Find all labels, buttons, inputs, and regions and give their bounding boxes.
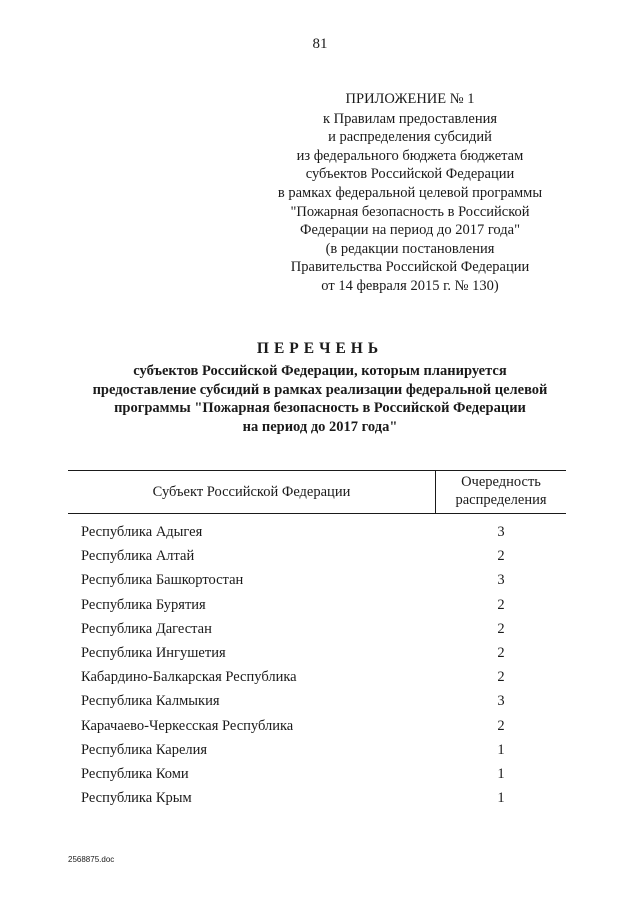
subtitle-line: субъектов Российской Федерации, которым планируется [133, 363, 507, 379]
row-subject: Кабардино-Балкарская Республика [81, 669, 297, 686]
appendix-line: к Правилам предоставления [322, 110, 498, 127]
appendix-heading: ПРИЛОЖЕНИЕ № 1 [345, 91, 475, 107]
document-title: ПЕРЕЧЕНЬ [256, 340, 384, 357]
document-subtitle [60, 362, 580, 436]
row-order: 3 [497, 572, 505, 589]
header-order-line: распределения [455, 491, 547, 508]
table-row [68, 570, 566, 594]
row-order: 2 [497, 717, 505, 734]
subtitle-line: на период до 2017 года" [242, 418, 398, 435]
row-order: 2 [497, 620, 505, 637]
row-order: 1 [497, 790, 505, 807]
table-row [68, 522, 566, 546]
row-subject: Республика Бурятия [81, 596, 206, 613]
table-row [68, 643, 566, 667]
subtitle-line: предоставление субсидий в рамках реализации федеральной целевой [92, 381, 548, 398]
table-body [68, 522, 566, 812]
table-header [68, 470, 566, 514]
row-subject: Республика Алтай [81, 548, 195, 565]
appendix-line: Федерации на период до 2017 года" [300, 222, 520, 239]
table-row [68, 667, 566, 691]
row-subject: Карачаево-Черкесская Республика [81, 717, 294, 734]
row-subject: Республика Ингушетия [81, 644, 226, 661]
table-row [68, 546, 566, 570]
subjects-table [68, 470, 566, 807]
table-row [68, 716, 566, 740]
appendix-line: (в редакции постановления [325, 240, 495, 257]
footer-filename: 2568875.doc [68, 855, 115, 864]
appendix-line: от 14 февраля 2015 г. № 130) [321, 277, 499, 294]
row-order: 2 [497, 644, 505, 661]
row-order: 1 [497, 741, 505, 758]
row-subject: Республика Карелия [81, 741, 208, 758]
table-row [68, 595, 566, 619]
row-subject: Республика Дагестан [81, 620, 212, 637]
appendix-line: субъектов Российской Федерации [305, 166, 515, 183]
appendix-block [260, 90, 560, 296]
table-row [68, 764, 566, 788]
row-order: 2 [497, 548, 505, 565]
row-subject: Республика Башкортостан [81, 572, 244, 589]
subtitle-line: программы "Пожарная безопасность в Российской Федерации [114, 400, 526, 416]
table-row [68, 691, 566, 715]
row-subject: Республика Адыгея [81, 524, 203, 540]
appendix-line: Правительства Российской Федерации [290, 259, 530, 276]
row-order: 1 [497, 765, 505, 782]
table-row [68, 740, 566, 764]
row-subject: Республика Коми [81, 765, 189, 782]
page-number: 81 [312, 36, 328, 52]
header-order-line: Очередность [461, 474, 541, 490]
row-order: 3 [497, 524, 505, 540]
row-subject: Республика Крым [81, 790, 192, 807]
header-subject: Субъект Российской Федерации [152, 484, 351, 500]
row-order: 3 [497, 693, 505, 710]
row-subject: Республика Калмыкия [81, 693, 220, 710]
appendix-line: и распределения субсидий [328, 129, 492, 146]
table-row [68, 619, 566, 643]
appendix-line: из федерального бюджета бюджетам [296, 147, 524, 164]
header-order [436, 474, 566, 509]
appendix-line: в рамках федеральной целевой программы [277, 184, 543, 201]
appendix-line: "Пожарная безопасность в Российской [290, 203, 530, 220]
table-row [68, 788, 566, 812]
row-order: 2 [497, 669, 505, 686]
row-order: 2 [497, 596, 505, 613]
